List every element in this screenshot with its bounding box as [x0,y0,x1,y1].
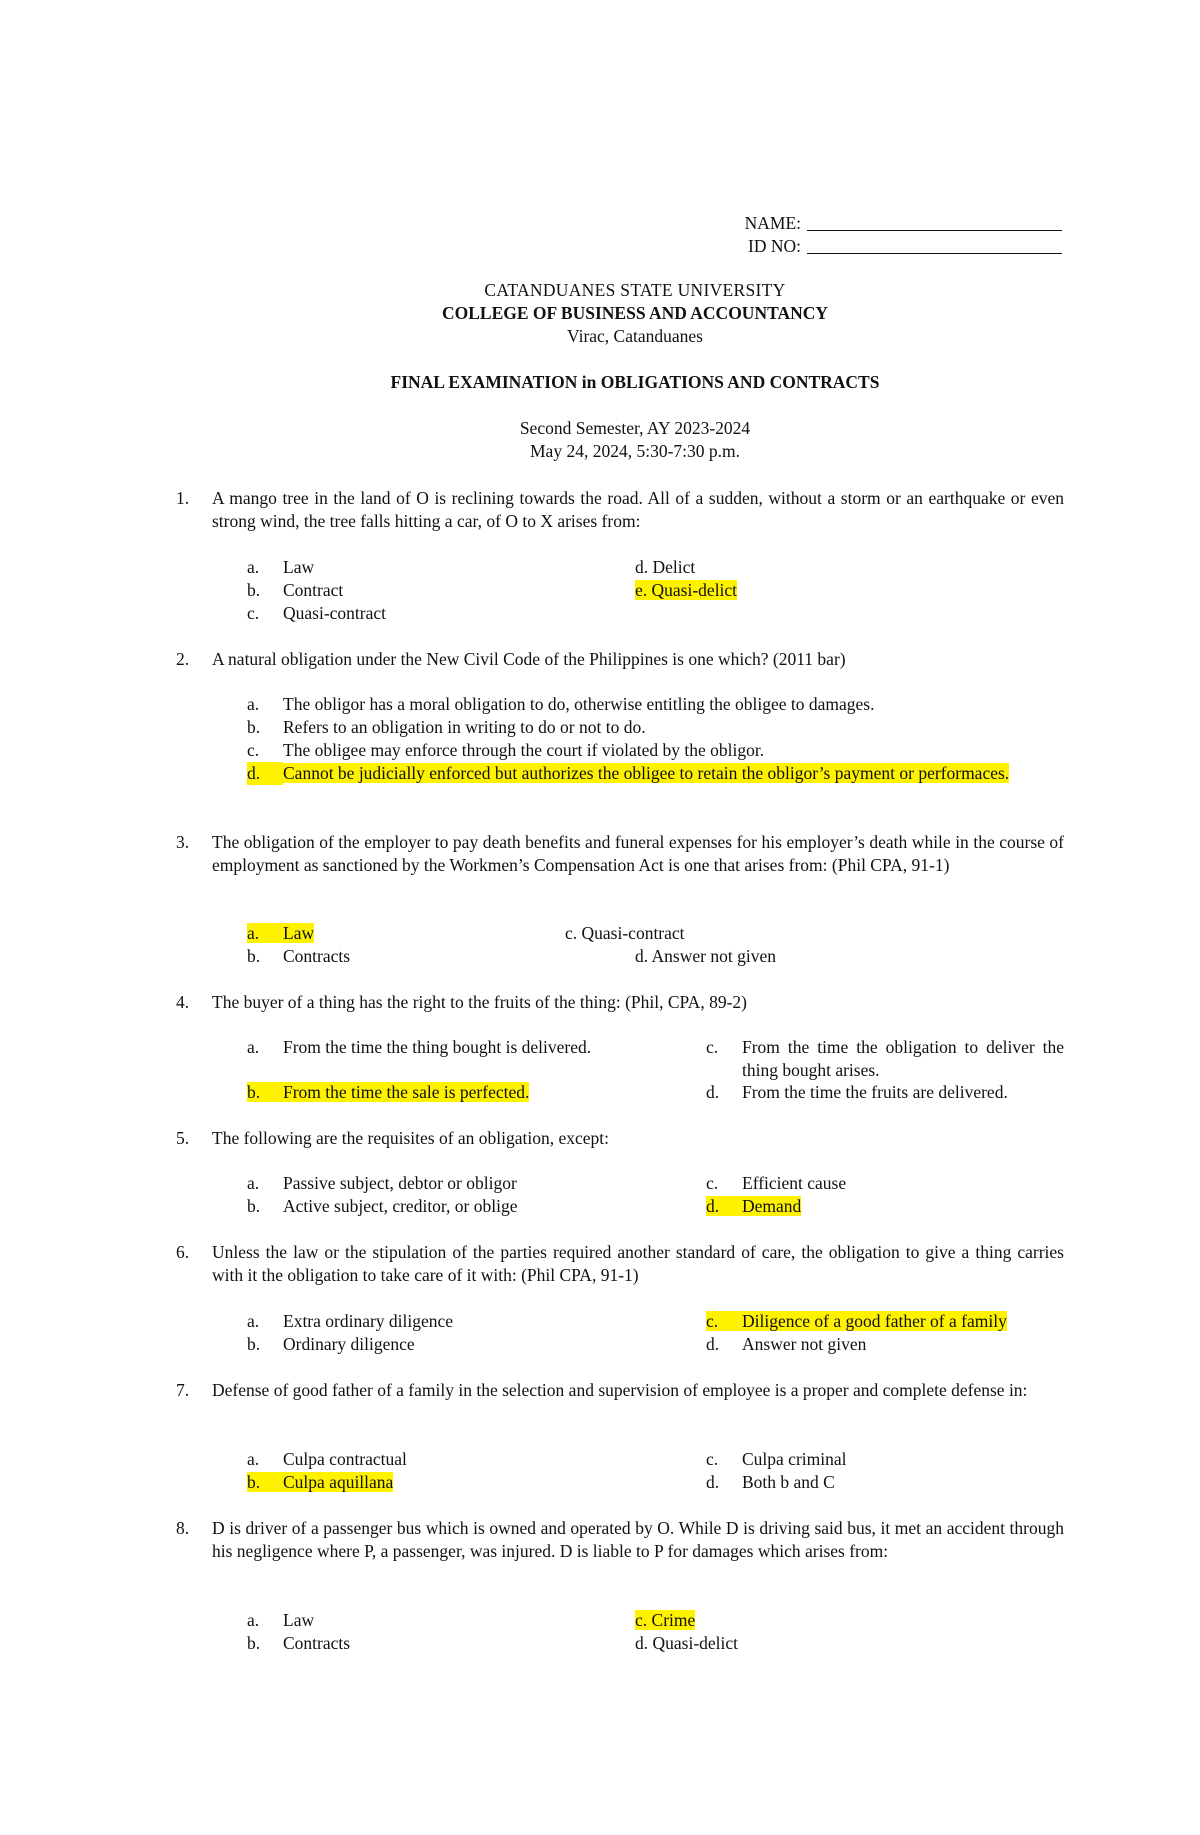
option-text: Law [283,923,315,943]
exam-date-time: May 24, 2024, 5:30-7:30 p.m. [530,441,740,461]
option-7c[interactable] [706,1448,847,1471]
option-8c-answer[interactable] [635,1609,695,1632]
option-1c[interactable] [247,602,386,625]
question-7 [176,1379,1064,1402]
option-text: Demand [742,1196,802,1216]
option-letter: c. [247,740,260,760]
option-text: Ordinary diligence [283,1334,415,1354]
option-letter: d. [706,1334,720,1354]
option-letter: b. [247,1196,261,1216]
option-letter: a. [247,1449,260,1469]
option-letter: b. [247,1633,261,1653]
option-6b[interactable] [247,1333,415,1356]
option-letter: c. [706,1311,719,1331]
option-text: Contract [283,580,344,600]
question-number: 3. [176,832,190,852]
option-letter: c. [706,1037,719,1057]
question-text: The following are the requisites of an obligation, except: [212,1128,610,1148]
id-label: ID NO: [748,236,801,256]
option-text-highlighted: e. Quasi-delict [635,580,738,600]
option-text: Contracts [283,1633,351,1653]
option-4b-answer[interactable] [247,1081,529,1104]
question-text: Unless the law or the stipulation of the parties required another standard of care, the obligation to give a thing carries with it the obligation to take care of it with: (Phil CPA, 91-1) [212,1242,1064,1285]
id-field[interactable] [745,235,1062,258]
question-text: A natural obligation under the New Civil Code of the Philippines is one which? (2011 bar) [212,649,846,669]
option-letter: c. [247,603,260,623]
university-name: CATANDUANES STATE UNIVERSITY [484,280,786,300]
option-text: Active subject, creditor, or oblige [283,1196,518,1216]
name-label: NAME: [744,213,801,233]
college-name: COLLEGE OF BUSINESS AND ACCOUNTANCY [441,303,829,323]
question-number: 5. [176,1128,190,1148]
id-blank-line [807,237,1062,254]
option-letter: d. [706,1472,720,1492]
option-letter: c. [706,1449,719,1469]
option-text: Culpa contractual [283,1449,407,1469]
option-4d[interactable] [706,1081,1008,1104]
question-text: A mango tree in the land of O is reclining towards the road. All of a sudden, without a storm or an earthquake or even strong wind, the tree falls hitting a car, of O to X arises from: [212,488,1064,531]
option-1b[interactable] [247,579,343,602]
option-letter: a. [247,694,260,714]
exam-title: FINAL EXAMINATION in OBLIGATIONS AND CONTRACTS [390,372,880,392]
option-2d-answer[interactable] [247,762,1064,785]
option-text: d. Answer not given [635,946,776,966]
question-5 [176,1127,1064,1150]
option-1a[interactable] [247,556,314,579]
option-letter: b. [247,580,261,600]
question-6 [176,1241,1064,1287]
option-6c-answer[interactable] [706,1310,1007,1333]
option-1d[interactable] [635,556,695,579]
question-number: 8. [176,1518,190,1538]
option-text: Efficient cause [742,1173,847,1193]
option-letter: c. [706,1173,719,1193]
option-text: Quasi-contract [283,603,387,623]
option-5c[interactable] [706,1172,846,1195]
name-blank-line [807,214,1062,231]
option-letter: d. [706,1082,720,1102]
option-5d-answer[interactable] [706,1195,801,1218]
option-text: The obligor has a moral obligation to do, otherwise entitling the obligee to damages. [283,694,875,714]
option-text: Extra ordinary diligence [283,1311,454,1331]
option-5b[interactable] [247,1195,518,1218]
option-3d[interactable] [635,945,776,968]
option-letter: b. [247,1472,261,1492]
option-text: From the time the obligation to deliver the thing bought arises. [742,1037,1064,1080]
option-text: Passive subject, debtor or obligor [283,1173,517,1193]
option-8a[interactable] [247,1609,314,1632]
option-text-highlighted: Cannot be judicially enforced but authorizes the obligee to retain the obligor’s payment or performaces. [283,763,1010,783]
option-3a-answer[interactable] [247,922,314,945]
question-number: 6. [176,1242,190,1262]
option-letter: b. [247,1334,261,1354]
option-8d[interactable] [635,1632,738,1655]
option-text: Law [283,1610,315,1630]
option-letter: a. [247,1610,260,1630]
option-3c[interactable] [565,922,685,945]
question-1 [176,487,1064,533]
option-text: Both b and C [742,1472,835,1492]
option-4c[interactable] [706,1036,1064,1082]
question-number: 4. [176,992,190,1012]
option-letter: b. [247,1082,261,1102]
option-text: Diligence of a good father of a family [742,1311,1007,1331]
question-2 [176,648,1064,671]
option-letter: a. [247,923,260,943]
option-letter: b. [247,946,261,966]
semester: Second Semester, AY 2023-2024 [519,418,751,438]
option-letter: d. [706,1196,720,1216]
question-number: 7. [176,1380,190,1400]
option-text: From the time the sale is perfected. [283,1082,530,1102]
option-letter: d. [247,762,283,785]
option-2a[interactable] [247,693,1064,716]
question-text: The buyer of a thing has the right to the fruits of the thing: (Phil, CPA, 89-2) [212,992,747,1012]
question-text: The obligation of the employer to pay death benefits and funeral expenses for his employer’s death while in the course of employment as sanctioned by the Workmen’s Compensation Act is one that arises from: (Phil CPA, 91-1) [212,832,1064,875]
option-8b[interactable] [247,1632,350,1655]
option-5a[interactable] [247,1172,517,1195]
option-text: Culpa aquillana [283,1472,394,1492]
question-text: D is driver of a passenger bus which is owned and operated by O. While D is driving said bus, it met an accident through his negligence where P, a passenger, was injured. D is liable to P for damages which arises from: [212,1518,1064,1561]
option-letter: a. [247,557,260,577]
option-letter: a. [247,1037,260,1057]
option-7a[interactable] [247,1448,407,1471]
option-6d[interactable] [706,1333,866,1356]
question-number: 1. [176,488,190,508]
option-text: Culpa criminal [742,1449,847,1469]
question-8 [176,1517,1064,1563]
option-4a[interactable] [247,1036,601,1059]
option-text: The obligee may enforce through the court if violated by the obligor. [283,740,765,760]
option-2b[interactable] [247,716,1064,739]
question-number: 2. [176,649,190,669]
option-2c[interactable] [247,739,1064,762]
student-id-block [745,212,1062,258]
option-letter: b. [247,717,261,737]
option-text-highlighted: c. Crime [635,1610,696,1630]
option-text: c. Quasi-contract [565,923,685,943]
option-6a[interactable] [247,1310,453,1333]
option-letter: a. [247,1173,260,1193]
option-text: From the time the fruits are delivered. [742,1082,1008,1102]
option-text: d. Quasi-delict [635,1633,739,1653]
option-1e-answer[interactable] [635,579,737,602]
option-text: d. Delict [635,557,696,577]
option-letter: a. [247,1311,260,1331]
option-text: Contracts [283,946,351,966]
option-text: Answer not given [742,1334,867,1354]
location: Virac, Catanduanes [567,326,703,346]
option-text: Refers to an obligation in writing to do or not to do. [283,717,646,737]
option-3b[interactable] [247,945,350,968]
question-4 [176,991,1064,1014]
option-text: From the time the thing bought is delivered. [283,1037,592,1057]
question-text: Defense of good father of a family in the selection and supervision of employee is a proper and complete defense in: [212,1380,1028,1400]
option-text: Law [283,557,315,577]
option-7d[interactable] [706,1471,835,1494]
question-3 [176,831,1064,877]
option-7b-answer[interactable] [247,1471,393,1494]
name-field[interactable] [745,212,1062,235]
option-text [283,762,1064,785]
